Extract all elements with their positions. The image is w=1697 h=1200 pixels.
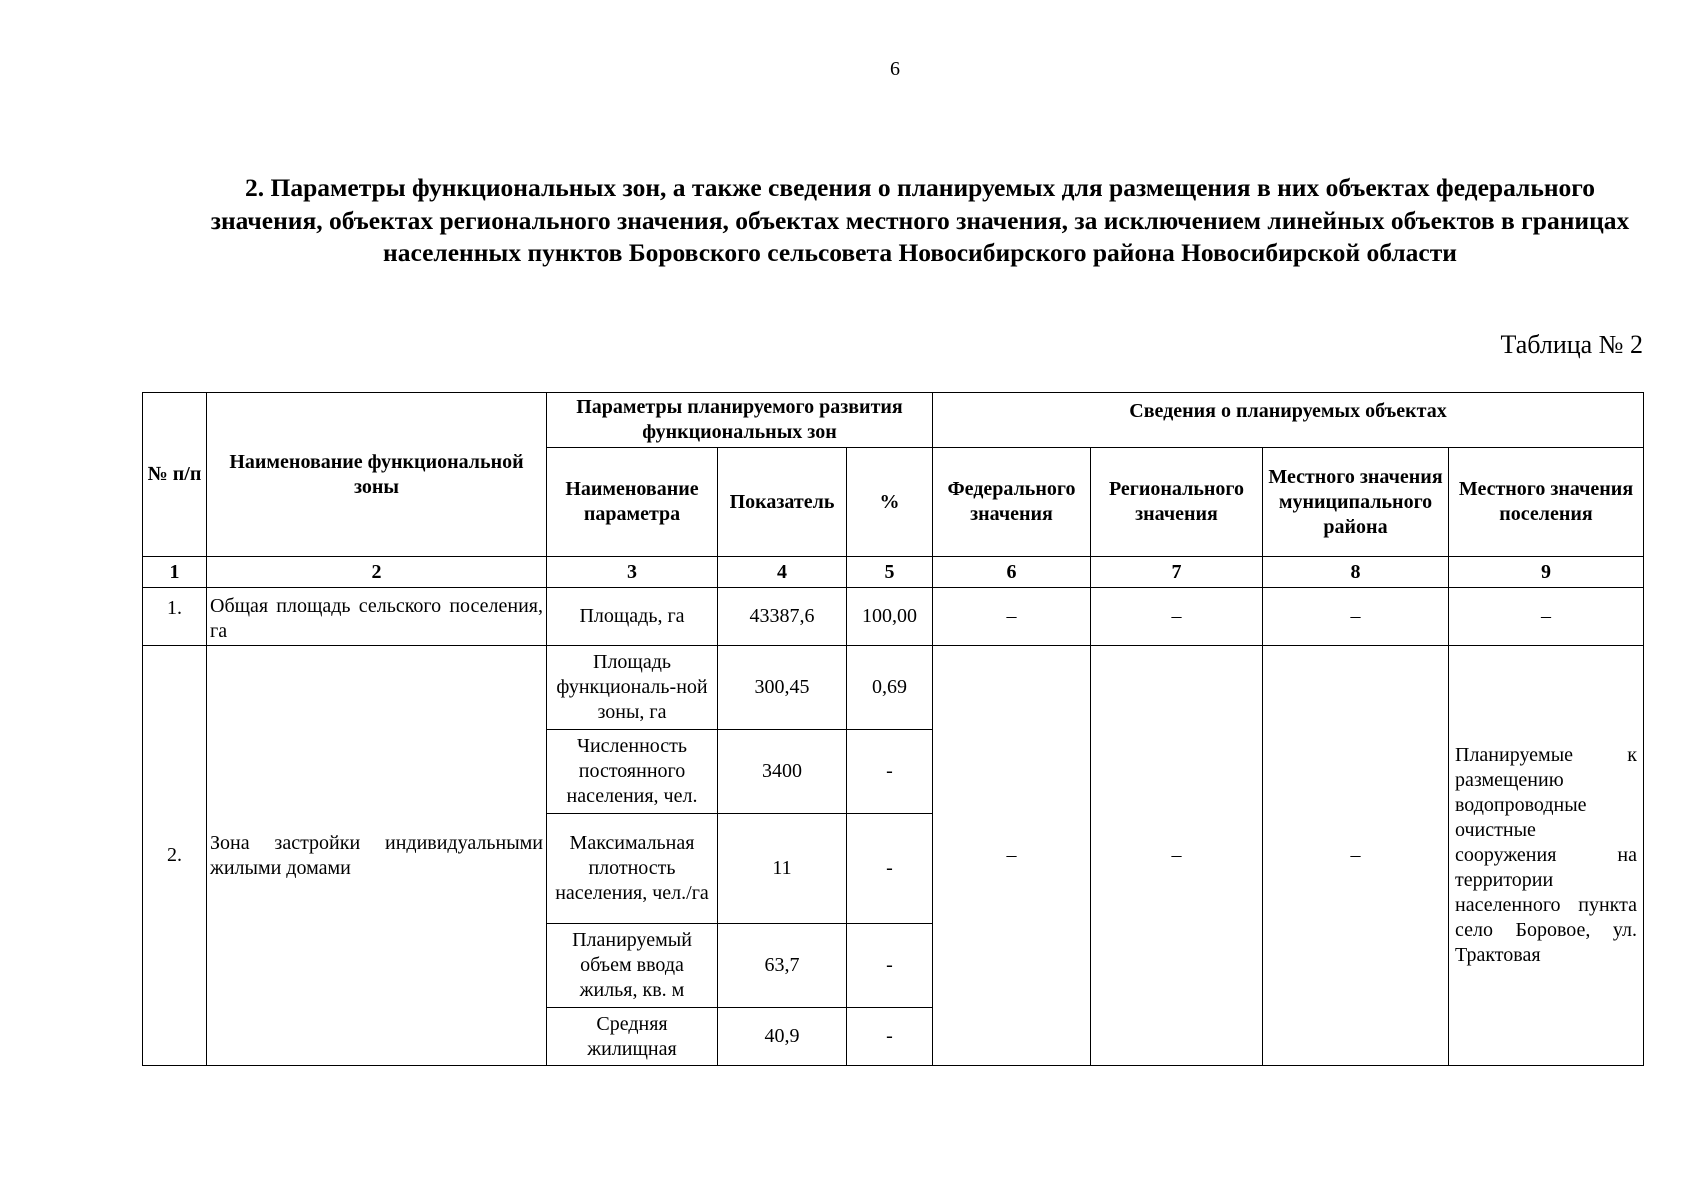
column-number: 5	[847, 557, 933, 588]
header-zone-name: Наименование функциональной зоны	[207, 393, 547, 557]
functional-zones-table	[142, 392, 1644, 1066]
param-value: 300,45	[718, 646, 847, 730]
zone-name: Зона застройки индивидуальными жилыми домами	[207, 646, 547, 1066]
header-settlement: Местного значения поселения	[1449, 448, 1644, 557]
settlement-objects: –	[1449, 588, 1644, 646]
param-name: Численность постоянного населения, чел.	[547, 730, 718, 814]
section-heading: 2. Параметры функциональных зон, а также сведения о планируемых для размещения в них объектах федерального значения, объектах регионального значения, объектах местного значения, за исключением линейных объектов в границах населенных пунктов Боровского сельсовета Новосибирского района Новосибирской области	[210, 173, 1630, 267]
row-number: 1.	[143, 588, 207, 646]
column-number: 7	[1091, 557, 1263, 588]
param-value: 40,9	[718, 1008, 847, 1066]
zone-name: Общая площадь сельского поселения, га	[207, 588, 547, 646]
param-name: Средняя жилищная	[547, 1008, 718, 1066]
column-number: 8	[1263, 557, 1449, 588]
header-municipal: Местного значения муниципального района	[1263, 448, 1449, 557]
column-number: 4	[718, 557, 847, 588]
header-federal: Федерального значения	[933, 448, 1091, 557]
param-value: 11	[718, 814, 847, 924]
param-value: 43387,6	[718, 588, 847, 646]
regional-objects: –	[1091, 646, 1263, 1066]
param-name: Максимальная плотность населения, чел./га	[547, 814, 718, 924]
row-number: 2.	[143, 646, 207, 1066]
settlement-objects: Планируемые к размещению водопроводные очистные сооружения на территории населенного пункта село Боровое, ул. Трактовая	[1449, 646, 1644, 1066]
municipal-objects: –	[1263, 646, 1449, 1066]
header-params-group: Параметры планируемого развития функциональных зон	[547, 393, 933, 448]
param-percent: -	[847, 814, 933, 924]
column-number: 3	[547, 557, 718, 588]
municipal-objects: –	[1263, 588, 1449, 646]
param-value: 63,7	[718, 924, 847, 1008]
column-number-row	[143, 557, 1644, 588]
header-num: № п/п	[143, 393, 207, 557]
table-label: Таблица № 2	[1500, 330, 1643, 359]
federal-objects: –	[933, 646, 1091, 1066]
header-regional: Регионального значения	[1091, 448, 1263, 557]
param-percent: 0,69	[847, 646, 933, 730]
column-number: 9	[1449, 557, 1644, 588]
header-objects-group: Сведения о планируемых объектах	[933, 393, 1644, 448]
param-name: Площадь функциональ-ной зоны, га	[547, 646, 718, 730]
param-value: 3400	[718, 730, 847, 814]
page-number: 6	[890, 58, 900, 80]
column-number: 6	[933, 557, 1091, 588]
table-row	[143, 646, 1644, 730]
param-percent: 100,00	[847, 588, 933, 646]
header-percent: %	[847, 448, 933, 557]
header-indicator: Показатель	[718, 448, 847, 557]
regional-objects: –	[1091, 588, 1263, 646]
param-name: Площадь, га	[547, 588, 718, 646]
param-percent: -	[847, 924, 933, 1008]
column-number: 2	[207, 557, 547, 588]
param-percent: -	[847, 1008, 933, 1066]
param-percent: -	[847, 730, 933, 814]
table-row	[143, 588, 1644, 646]
column-number: 1	[143, 557, 207, 588]
param-name: Планируемый объем ввода жилья, кв. м	[547, 924, 718, 1008]
federal-objects: –	[933, 588, 1091, 646]
header-param-name: Наименование параметра	[547, 448, 718, 557]
